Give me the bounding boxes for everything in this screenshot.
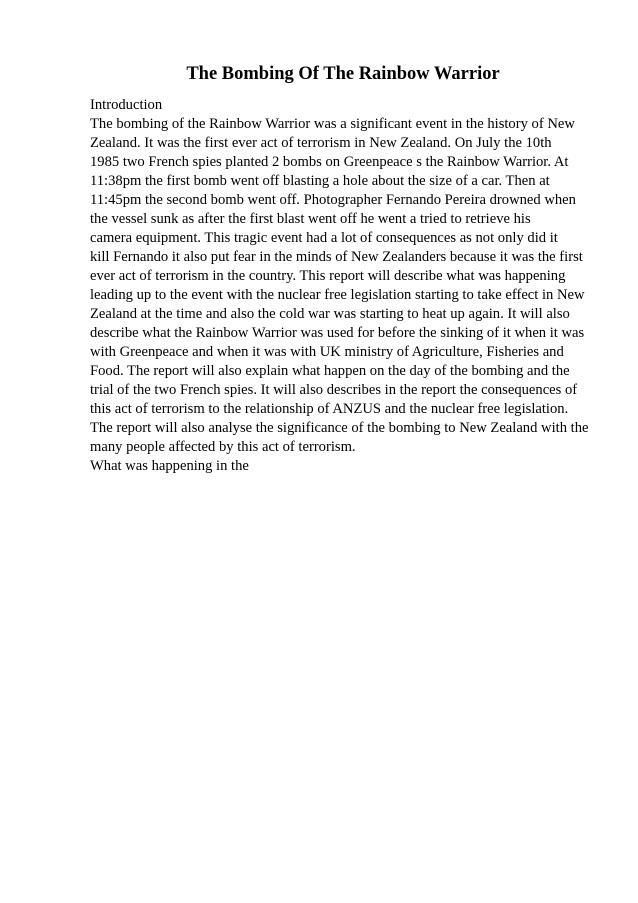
section-heading-introduction: Introduction (90, 97, 163, 113)
text-line: The bombing of the Rainbow Warrior was a significant event in the history of New (90, 116, 575, 132)
text-line: ever act of terrorism in the country. This report will describe what was happening (90, 268, 566, 284)
text-line: kill Fernando it also put fear in the minds of New Zealanders because it was the first (90, 249, 583, 265)
text-line: with Greenpeace and when it was with UK ministry of Agriculture, Fisheries and (90, 344, 564, 360)
document-body (90, 96, 620, 476)
text-line: trial of the two French spies. It will also describes in the report the consequences of (90, 382, 578, 398)
text-line: many people affected by this act of terrorism. (90, 439, 356, 455)
text-line: Food. The report will also explain what happen on the day of the bombing and the (90, 363, 570, 379)
text-line: this act of terrorism to the relationship of ANZUS and the nuclear free legislation. (90, 401, 569, 417)
text-line: the vessel sunk as after the first blast went off he went a tried to retrieve his (90, 211, 531, 227)
document-title: The Bombing Of The Rainbow Warrior (186, 64, 500, 84)
text-line: 1985 two French spies planted 2 bombs on Greenpeace s the Rainbow Warrior. At (90, 154, 569, 170)
text-line: Zealand. It was the first ever act of terrorism in New Zealand. On July the 10th (90, 135, 552, 151)
text-line: leading up to the event with the nuclear free legislation starting to take effect in New (90, 287, 585, 303)
text-line: describe what the Rainbow Warrior was used for before the sinking of it when it was (90, 325, 585, 341)
text-line: 11:45pm the second bomb went off. Photographer Fernando Pereira drowned when (90, 192, 576, 208)
section-heading-partial: What was happening in the (90, 458, 249, 474)
text-line: The report will also analyse the significance of the bombing to New Zealand with the (90, 420, 589, 436)
text-line: camera equipment. This tragic event had a lot of consequences as not only did it (90, 230, 558, 246)
text-line: Zealand at the time and also the cold war was starting to heat up again. It will also (90, 306, 570, 322)
text-line: 11:38pm the first bomb went off blasting a hole about the size of a car. Then at (90, 173, 550, 189)
